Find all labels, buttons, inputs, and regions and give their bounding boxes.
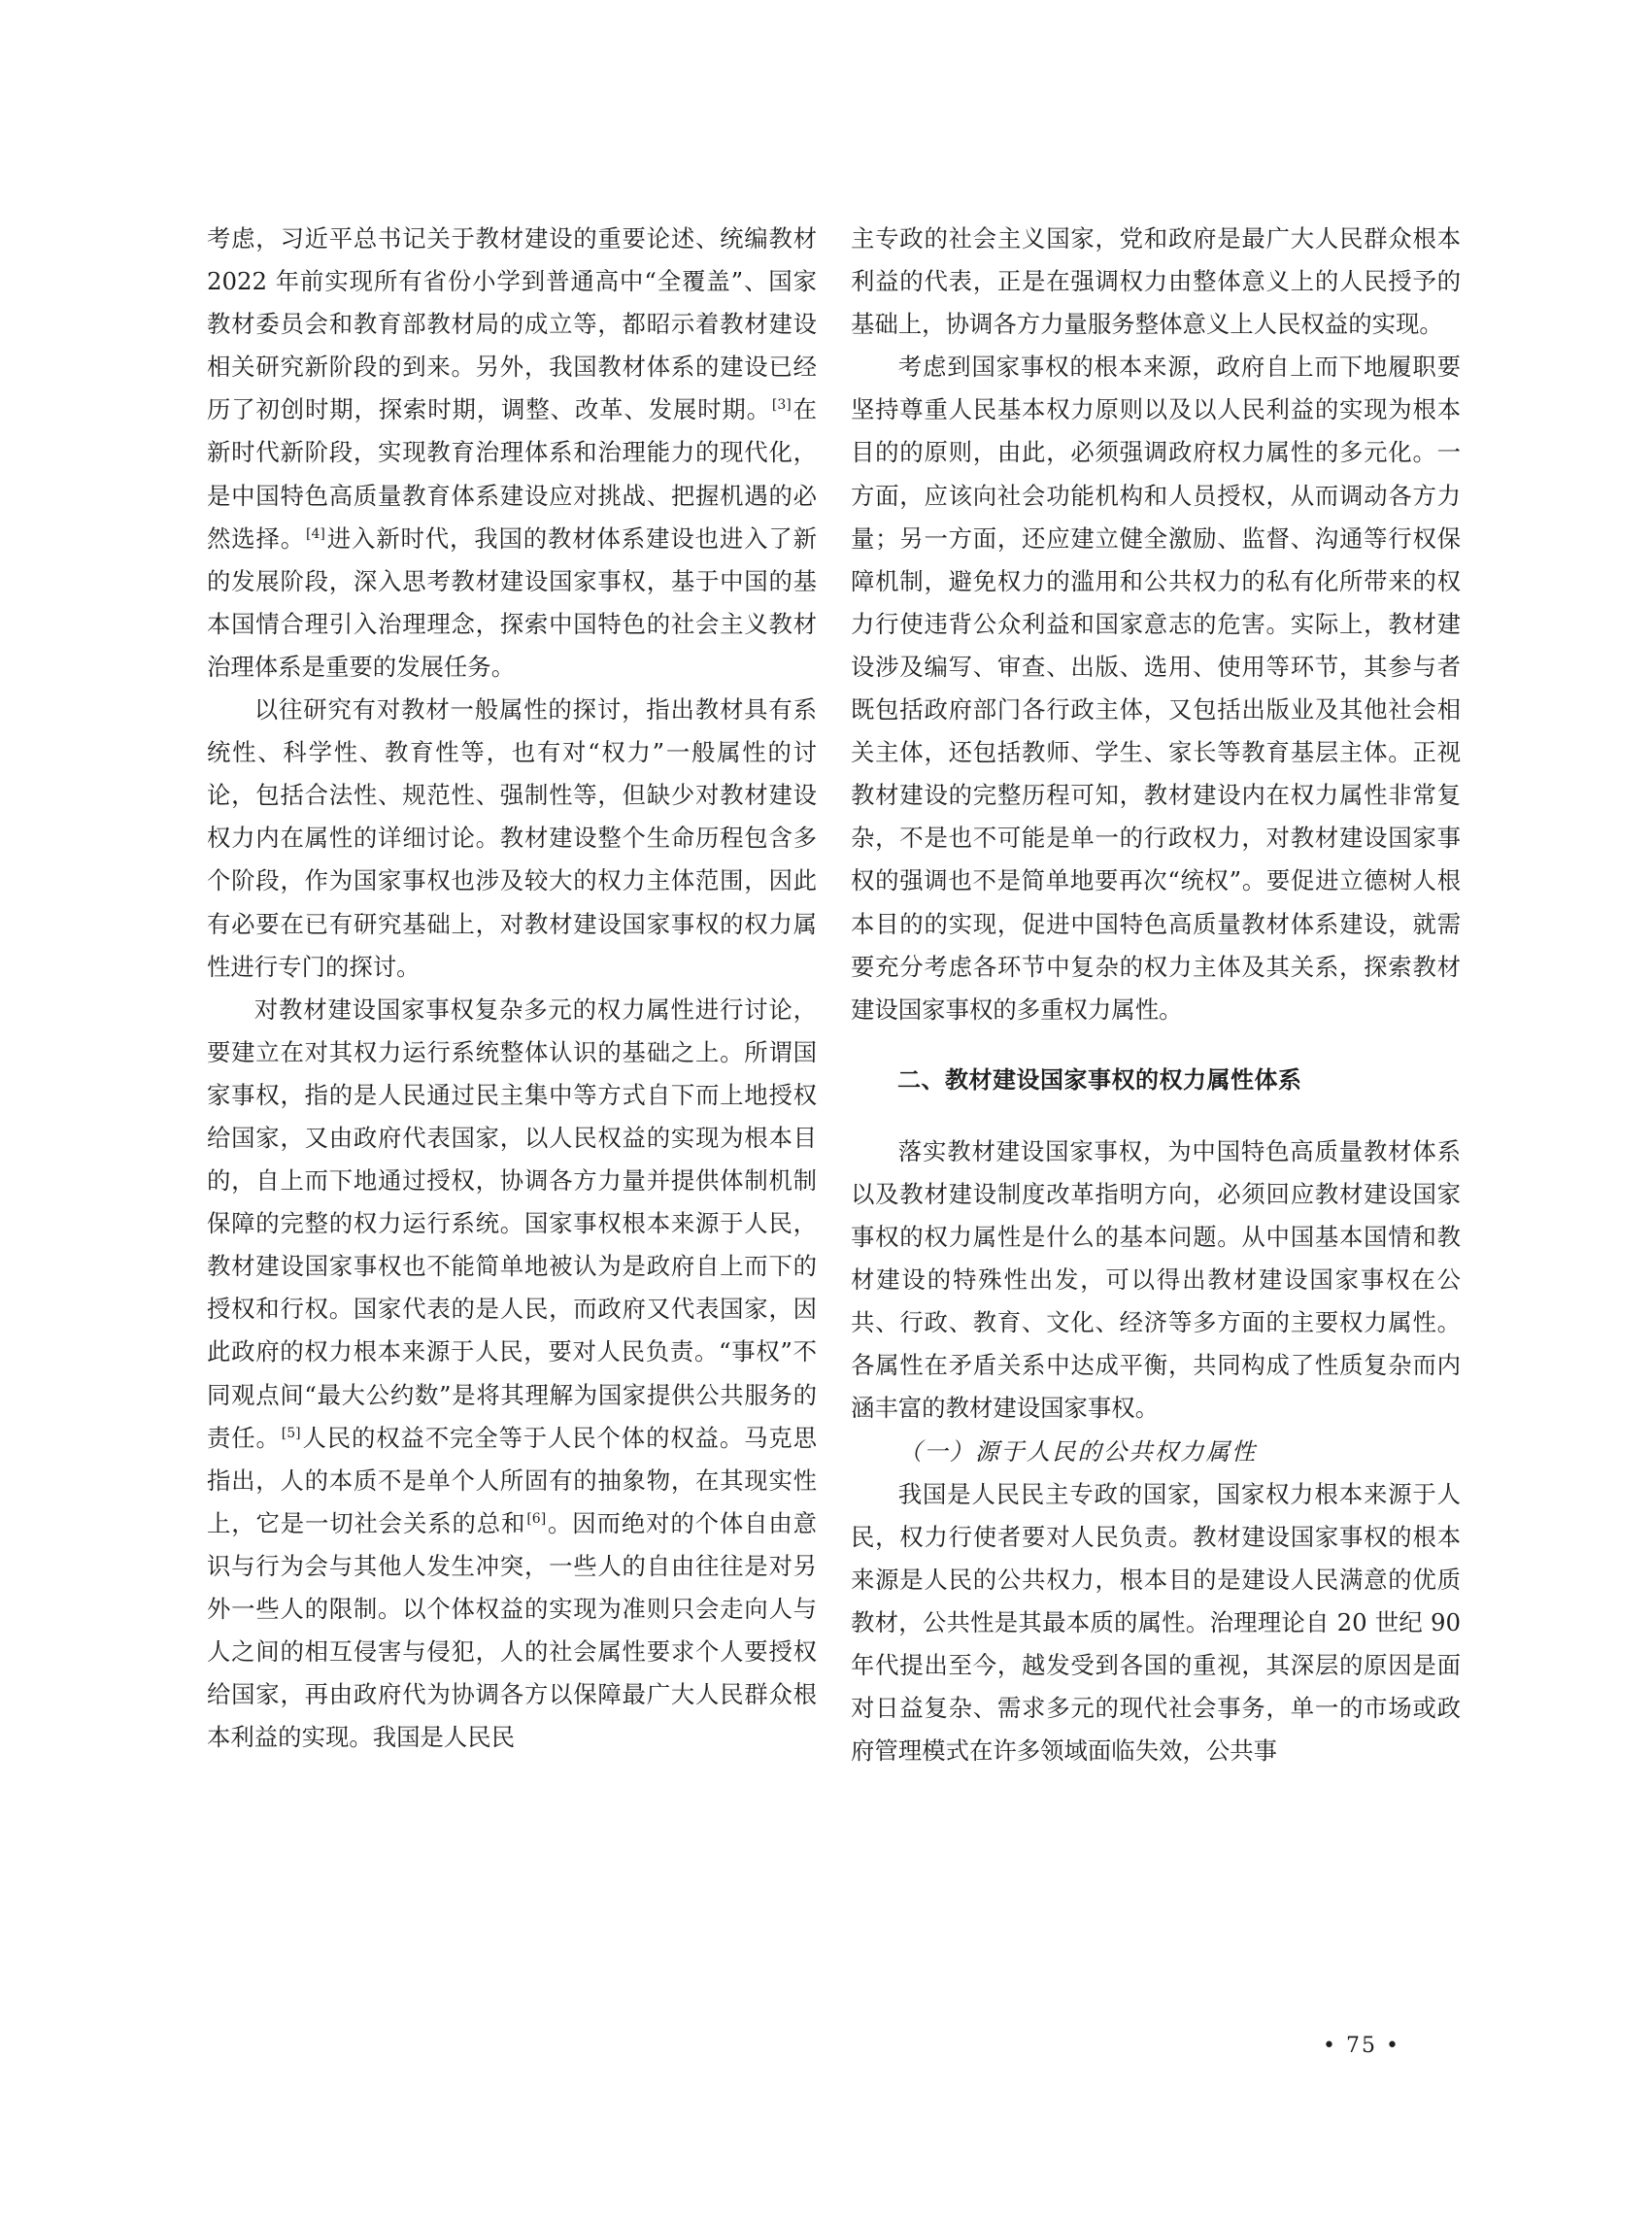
page-number: • 75 • xyxy=(1323,2034,1400,2058)
paragraph: 考虑，习近平总书记关于教材建设的重要论述、统编教材 2022 年前实现所有省份小学到普通高中“全覆盖”、国家教材委员会和教育部教材局的成立等，都昭示着教材建设相关研究新阶段的到来。另外，我国教材体系的建设已经历了初创时期，探索时期，调整、改革、发展时期。[3]在新时代新阶段，实现教育治理体系和治理能力的现代化，是中国特色高质量教育体系建设应对挑战、把握机遇的必然选择。[4]进入新时代，我国的教材体系建设也进入了新的发展阶段，深入思考教材建设国家事权，基于中国的基本国情合理引入治理理念，探索中国特色的社会主义教材治理体系是重要的发展任务。 xyxy=(207,224,817,681)
paragraph: 考虑到国家事权的根本来源，政府自上而下地履职要坚持尊重人民基本权力原则以及以人民利益的实现为根本目的的原则，由此，必须强调政府权力属性的多元化。一方面，应该向社会功能机构和人员授权，从而调动各方力量；另一方面，还应建立健全激励、监督、沟通等行权保障机制，避免权力的滥用和公共权力的私有化所带来的权力行使违背公众利益和国家意志的危害。实际上，教材建设涉及编写、审查、出版、选用、使用等环节，其参与者既包括政府部门各行政主体，又包括出版业及其他社会相关主体，还包括教师、学生、家长等教育基层主体。正视教材建设的完整历程可知，教材建设内在权力属性非常复杂，不是也不可能是单一的行政权力，对教材建设国家事权的强调也不是简单地要再次“统权”。要促进立德树人根本目的的实现，促进中国特色高质量教材体系建设，就需要充分考虑各环节中复杂的权力主体及其关系，探索教材建设国家事权的多重权力属性。 xyxy=(851,353,1461,1024)
citation-marker: [5] xyxy=(281,1425,301,1441)
section-heading: 二、教材建设国家事权的权力属性体系 xyxy=(897,1065,1302,1094)
paragraph: 以往研究有对教材一般属性的探讨，指出教材具有系统性、科学性、教育性等，也有对“权力”一般属性的讨论，包括合法性、规范性、强制性等，但缺少对教材建设权力内在属性的详细讨论。教材建设整个生命历程包含多个阶段，作为国家事权也涉及较大的权力主体范围，因此有必要在已有研究基础上，对教材建设国家事权的权力属性进行专门的探讨。 xyxy=(207,695,817,981)
citation-marker: [3] xyxy=(771,397,792,414)
paragraph: 主专政的社会主义国家，党和政府是最广大人民群众根本利益的代表，正是在强调权力由整体意义上的人民授予的基础上，协调各方力量服务整体意义上人民权益的实现。 xyxy=(851,224,1461,339)
paragraph: 我国是人民民主专政的国家，国家权力根本来源于人民，权力行使者要对人民负责。教材建设国家事权的根本来源是人民的公共权力，根本目的是建设人民满意的优质教材，公共性是其最本质的属性。治理理论自 20 世纪 90 年代提出至今，越发受到各国的重视，其深层的原因是面对日益复杂、需求多元的现代社会事务，单一的市场或政府管理模式在许多领域面临失效，公共事 xyxy=(851,1479,1461,1766)
paragraph: 对教材建设国家事权复杂多元的权力属性进行讨论，要建立在对其权力运行系统整体认识的基础之上。所谓国家事权，指的是人民通过民主集中等方式自下而上地授权给国家，又由政府代表国家，以人民权益的实现为根本目的，自上而下地通过授权，协调各方力量并提供体制机制保障的完整的权力运行系统。国家事权根本来源于人民，教材建设国家事权也不能简单地被认为是政府自上而下的授权和行权。国家代表的是人民，而政府又代表国家，因此政府的权力根本来源于人民，要对人民负责。“事权”不同观点间“最大公约数”是将其理解为国家提供公共服务的责任。[5]人民的权益不完全等于人民个体的权益。马克思指出，人的本质不是单个人所固有的抽象物，在其现实性上，它是一切社会关系的总和[6]。因而绝对的个体自由意识与行为会与其他人发生冲突，一些人的自由往往是对另外一些人的限制。以个体权益的实现为准则只会走向人与人之间的相互侵害与侵犯，人的社会属性要求个人要授权给国家，再由政府代为协调各方以保障最广大人民群众根本利益的实现。我国是人民民 xyxy=(207,995,817,1752)
left-column xyxy=(207,218,817,1759)
citation-marker: [6] xyxy=(526,1510,547,1527)
paragraph: 落实教材建设国家事权，为中国特色高质量教材体系以及教材建设制度改革指明方向，必须回应教材建设国家事权的权力属性是什么的基本问题。从中国基本国情和教材建设的特殊性出发，可以得出教材建设国家事权在公共、行政、教育、文化、经济等多方面的主要权力属性。各属性在矛盾关系中达成平衡，共同构成了性质复杂而内涵丰富的教材建设国家事权。 xyxy=(851,1136,1461,1423)
subsection-heading: （一）源于人民的公共权力属性 xyxy=(897,1436,1258,1466)
citation-marker: [4] xyxy=(306,525,325,542)
right-column xyxy=(851,218,1461,1772)
